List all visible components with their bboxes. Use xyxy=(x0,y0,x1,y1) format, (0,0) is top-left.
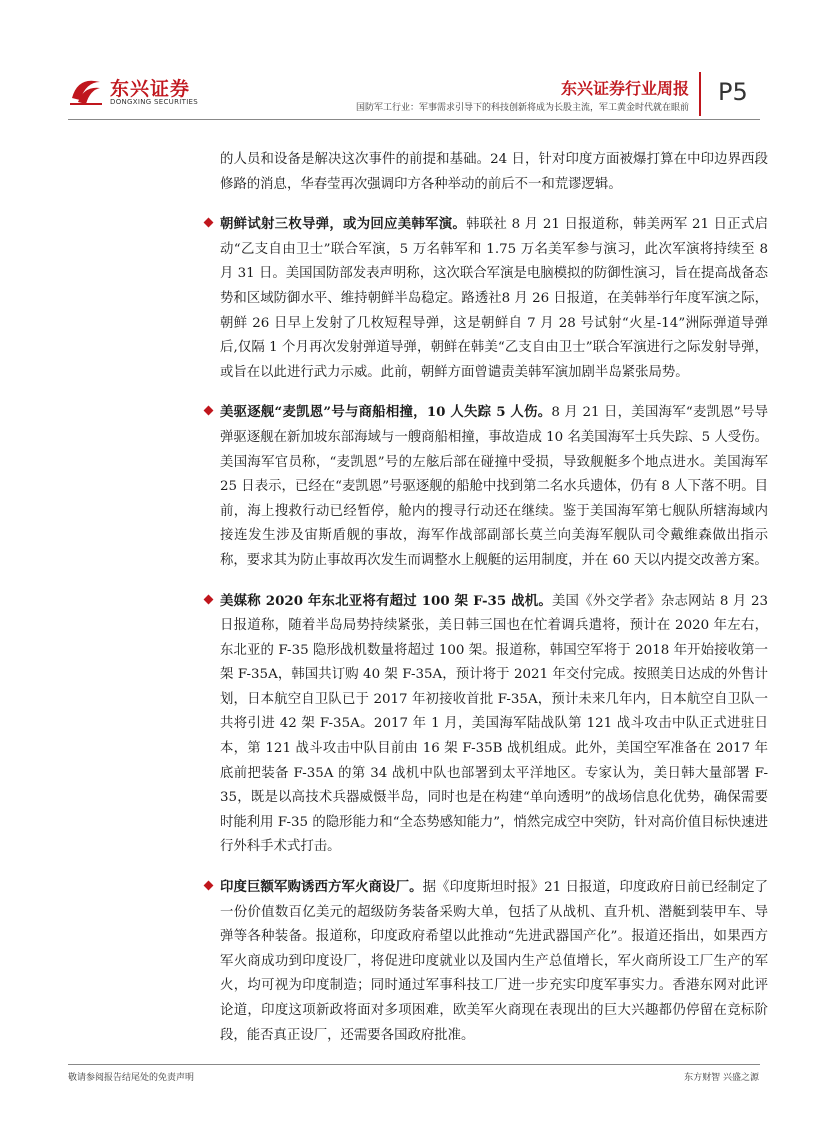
report-subtitle: 国防军工行业：军事需求引导下的科技创新将成为长股主流，军工黄金时代就在眼前 xyxy=(355,103,689,113)
footer-slogan: 东方财智 兴盛之源 xyxy=(684,1073,759,1083)
logo-mark-icon xyxy=(68,72,104,108)
news-item xyxy=(220,589,768,861)
bullet-diamond-icon xyxy=(204,594,214,604)
paragraph-body: 美国《外交学者》杂志网站 8 月 23 日报道称，随着半岛局势持续紧张，美日韩三国也在忙着调兵遣将，预计在 2020 年左右，东北亚的 F-35 隐形战机数量将超过 100 架。报道称，韩国空军将于 2018 年开始接收第一架 F-35A，韩国共订购 40 架 F-35A，预计将于 2021 年交付完成。按照美日达成的外售计划，日本航空自卫队已于 2017 年初接收首批 F-35A，预计未来几年内，日本航空自卫队一共将引进 42 架 F-35A。2017 年 1 月，美国海军陆战队第 121 战斗攻击中队正式进驻日本，第 121 战斗攻击中队目前由 16 架 F-35B 战机组成。此外，美国空军准备在 2017 年底前把装备 F-35A 的第 34 战机中队也部署到太平洋地区。专家认为，美日韩大量部署 F-35，既是以高技术兵器威慑半岛，同时也是在构建“单向透明”的战场信息化优势，确保需要时能利用 F-35 的隐形能力和“全态势感知能力”，悄然完成空中突防，针对高价值目标快速进行外科手术式打击。 xyxy=(220,593,768,855)
news-item xyxy=(220,400,768,573)
news-headline: 美媒称 2020 年东北亚将有超过 100 架 F-35 战机。 xyxy=(220,592,552,609)
report-title: 东兴证券行业周报 xyxy=(560,79,689,98)
logo-text-cn: 东兴证券 xyxy=(110,78,191,100)
paragraph-text xyxy=(220,400,768,573)
news-item xyxy=(220,875,768,1048)
news-headline: 美驱逐舰“麦凯恩”号与商船相撞，10 人失踪 5 人伤。 xyxy=(220,404,552,421)
paragraph-body: 据《印度斯坦时报》21 日报道，印度政府日前已经制定了一份价值数百亿美元的超级防务装备采购大单，包括了从战机、直升机、潜艇到装甲车、导弹等各种装备。报道称，印度政府希望以此推动“先进武器国产化”。报道还指出，如果西方军火商成功到印度设厂，将促进印度就业以及国内生产总值增长，军火商所设工厂生产的军火，均可视为印度制造；同时通过军事科技工厂进一步充实印度军事实力。香港东网对此评论道，印度这项新政将面对多项困难，欧美军火商现在表现出的巨大兴趣都仍停留在竞标阶段，能否真正设厂，还需要各国政府批准。 xyxy=(220,880,768,1043)
report-body xyxy=(220,148,768,1063)
paragraph-text xyxy=(220,148,768,197)
news-headline: 印度巨额军购诱西方军火商设厂。 xyxy=(220,879,423,896)
paragraph-text xyxy=(220,875,768,1048)
header-divider xyxy=(699,72,701,116)
bullet-diamond-icon xyxy=(204,218,214,228)
footer-rule xyxy=(68,1064,760,1065)
page-header xyxy=(0,0,827,130)
paragraph-body: 的人员和设备是解决这次事件的前提和基础。24 日，针对印度方面被爆打算在中印边界西段修路的消息，华春莹再次强调印方各种举动的前后不一和荒谬逻辑。 xyxy=(220,152,768,192)
company-logo xyxy=(68,70,208,114)
bullet-diamond-icon xyxy=(204,406,214,416)
bullet-diamond-icon xyxy=(204,881,214,891)
paragraph-text xyxy=(220,212,768,385)
header-rule xyxy=(68,119,760,120)
paragraph-text xyxy=(220,589,768,861)
news-item xyxy=(220,212,768,385)
page-number: P5 xyxy=(718,78,748,106)
logo-text-en: DONGXING SECURITIES xyxy=(110,98,199,106)
footer-disclaimer: 敬请参阅报告结尾处的免责声明 xyxy=(68,1073,195,1083)
news-headline: 朝鲜试射三枚导弹，或为回应美韩军演。 xyxy=(220,216,467,233)
paragraph-body: 8 月 21 日，美国海军“麦凯恩”号导弹驱逐舰在新加坡东部海域与一艘商船相撞，事故造成 10 名美国海军士兵失踪、5 人受伤。美国海军官员称，“麦凯恩”号的左舷后部在碰撞中受损，导致舰艇多个地点进水。美国海军 25 日表示，已经在“麦凯恩”号驱逐舰的船舱中找到第二名水兵遗体，仍有 8 人下落不明。目前，海上搜救行动已经暂停，舱内的搜寻行动还在继续。鉴于美国海军第七舰队所辖海域内接连发生涉及宙斯盾舰的事故，海军作战部副部长莫兰向美海军舰队司令戴维森做出指示称，要求其为防止事故再次发生而调整水上舰艇的运用制度，并在 60 天以内提交改善方案。 xyxy=(220,405,768,568)
paragraph-continuation xyxy=(220,148,768,197)
paragraph-body: 韩联社 8 月 21 日报道称，韩美两军 21 日正式启动“乙支自由卫士”联合军演，5 万名韩军和 1.75 万名美军参与演习，此次军演将持续至 8 月 31 日。美国国防部发表声明称，这次联合军演是电脑模拟的防御性演习，旨在提高战备态势和区域防御水平、维持朝鲜半岛稳定。路透社8 月 26 日报道，在美韩举行年度军演之际，朝鲜 26 日早上发射了几枚短程导弹，这是朝鲜自 7 月 28 号试射“火星-14”洲际弹道导弹后,仅隔 1 个月再次发射弹道导弹，朝鲜在韩美“乙支自由卫士”联合军演进行之际发射导弹，或旨在以此进行武力示威。此前，朝鲜方面曾谴责美韩军演加剧半岛紧张局势。 xyxy=(220,217,769,380)
